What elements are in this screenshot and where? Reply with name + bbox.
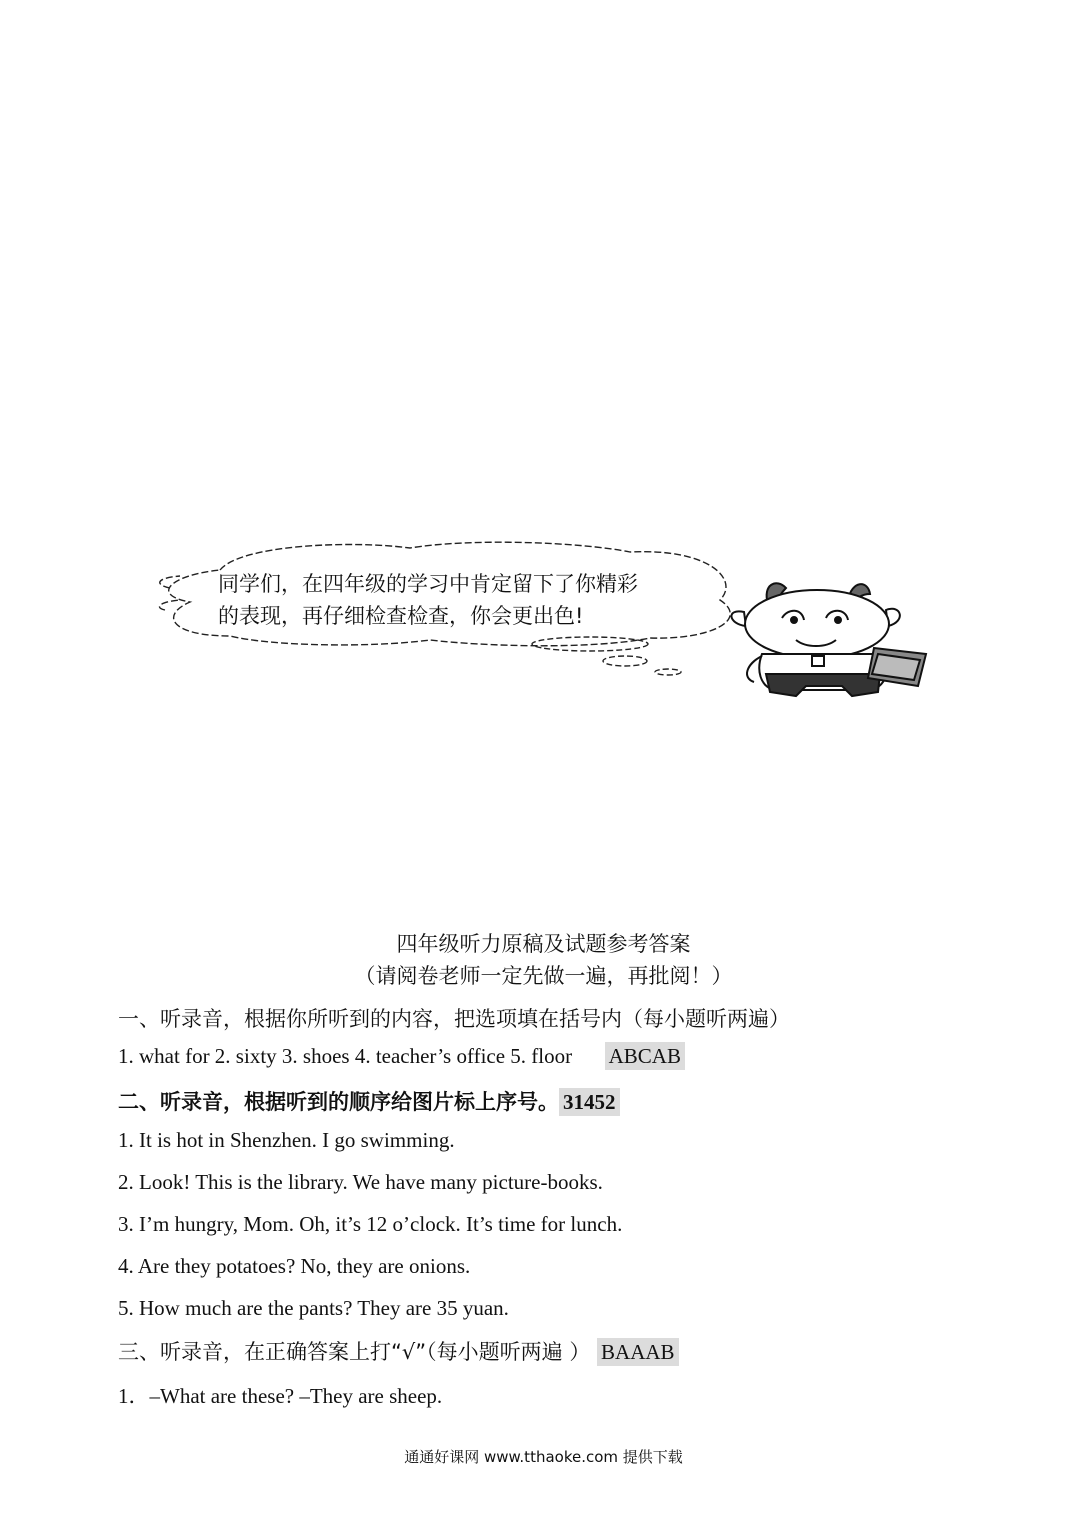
section2-answer: 31452 — [559, 1088, 620, 1116]
bubble-text — [218, 568, 738, 632]
section3-heading: 三、听录音，在正确答案上打“√”（每小题听两遍 ） — [118, 1340, 591, 1364]
section2-line-4: 4. Are they potatoes? No, they are onions. — [118, 1254, 471, 1278]
section1-content-line — [118, 1044, 685, 1069]
section2-line-1: 1. It is hot in Shenzhen. I go swimming. — [118, 1128, 455, 1152]
section2-line-5: 5. How much are the pants? They are 35 yuan. — [118, 1296, 509, 1320]
answer-key-subtitle: （请阅卷老师一定先做一遍，再批阅！） — [354, 964, 733, 988]
section1-heading: 一、听录音，根据你所听到的内容，把选项填在括号内（每小题听两遍） — [118, 1007, 790, 1031]
section2-line-3: 3. I’m hungry, Mom. Oh, it’s 12 o’clock. It’s time for lunch. — [118, 1212, 623, 1236]
section1-content: 1. what for 2. sixty 3. shoes 4. teacher’s office 5. floor — [118, 1044, 573, 1068]
section3-heading-line — [118, 1336, 679, 1366]
section2-heading-line — [118, 1086, 620, 1116]
section2-line-2: 2. Look! This is the library. We have many picture-books. — [118, 1170, 603, 1194]
bubble-line-1: 同学们，在四年级的学习中肯定留下了你精彩 — [218, 572, 638, 596]
bubble-line-2: 的表现，再仔细检查检查，你会更出色! — [218, 604, 584, 628]
section3-line-1: 1．–What are these? –They are sheep. — [118, 1384, 443, 1408]
answer-key-title: 四年级听力原稿及试题参考答案 — [396, 932, 691, 956]
section2-heading: 二、听录音，根据听到的顺序给图片标上序号。 — [118, 1090, 559, 1114]
section3-answer: BAAAB — [597, 1338, 679, 1366]
section1-answer: ABCAB — [605, 1042, 685, 1070]
footer: 通通好课网 www.tthaoke.com 提供下载 — [404, 1448, 683, 1466]
goat-mascot-icon — [722, 574, 932, 704]
